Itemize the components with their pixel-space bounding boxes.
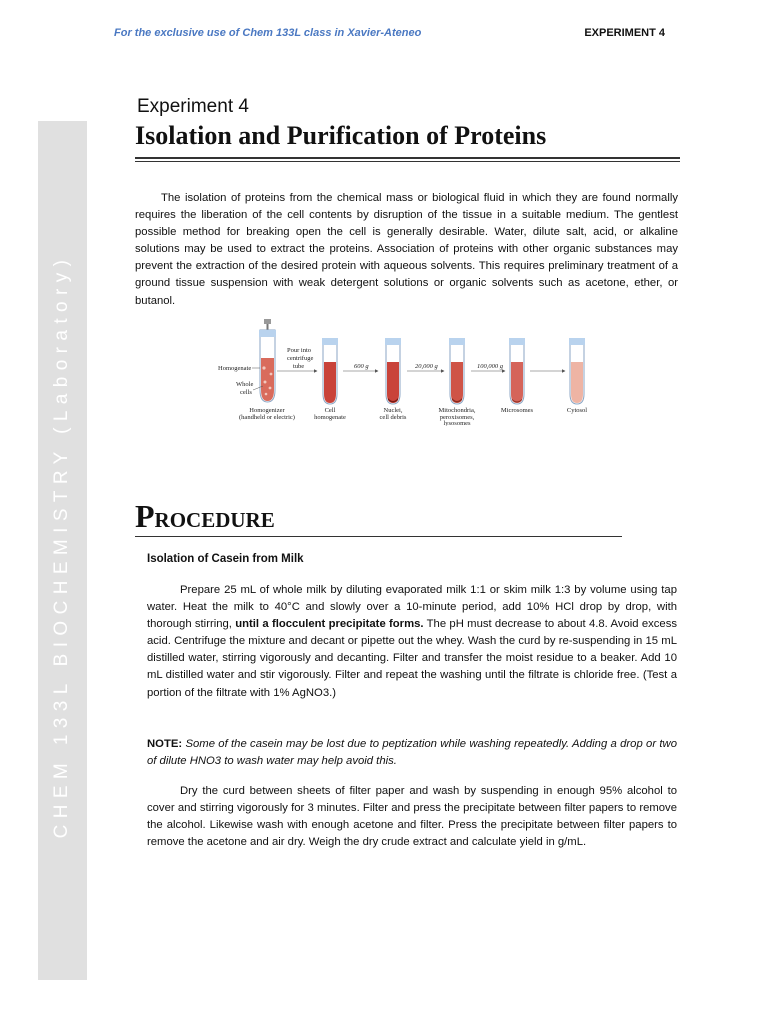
caption-microsomes: Microsomes xyxy=(500,407,534,414)
cell-homogenate-tube xyxy=(322,338,338,404)
label-homogenate: Homogenate xyxy=(218,365,252,372)
caption-homogenizer-2: (handheld or electric) xyxy=(239,414,295,421)
cytosol-tube xyxy=(569,338,585,404)
label-600g: 600 g xyxy=(354,363,369,370)
caption-mito-3: lysosomes xyxy=(443,420,471,426)
procedure-heading-rest: ROCEDURE xyxy=(154,508,275,532)
caption-nuclei-2: cell debris xyxy=(379,414,407,421)
label-pour-2: centrifuge xyxy=(287,355,314,362)
label-pour-1: Pour into xyxy=(287,347,312,354)
caption-mito-2: peroxisomes, xyxy=(439,414,475,421)
homogenizer-tube xyxy=(259,319,276,402)
centrifugation-figure xyxy=(214,318,594,426)
procedure-subheading: Isolation of Casein from Milk xyxy=(147,553,304,565)
page-title: Isolation and Purification of Proteins xyxy=(135,121,547,150)
experiment-number: Experiment 4 xyxy=(137,96,249,117)
procedure-p1-emphasis: until a flocculent precipitate forms. xyxy=(235,618,424,631)
label-whole-cells-2: cells xyxy=(240,389,252,396)
label-20000g: 20,000 g xyxy=(415,363,438,370)
intro-paragraph xyxy=(135,190,678,310)
procedure-p1-part-b: The pH must decrease to about 4.8. Avoid excess acid. Centrifuge the mixture and decant or pipette out the whey. Wash the curd by re-suspending in 15 mL distilled water, stirring vigorously and decanting. Filter and transfer the moist residue to a beaker. Add 10 mL distilled water and stir vigorously. Filter and repeat the washing until the filtrate is chloride free. (Test a portion of the filtrate with 1% AgNO3.) xyxy=(147,618,678,699)
procedure-rule xyxy=(135,536,622,537)
note-label: NOTE: xyxy=(147,738,183,750)
microsomes-tube xyxy=(509,338,525,404)
procedure-p2-text: Dry the curd between sheets of filter paper and wash by suspending in enough 95% alcohol to cover and stirring vigorously for 3 minutes. Filter and press the precipitate between filter papers to remove the alcohol. Likewise wash with enough acetone and filter. Press the precipitate between filter papers to remove the acetone and air dry. Weigh the dry crude extract and calculate yield in g/mL. xyxy=(147,785,677,849)
sidebar-course-title: CHEM 133L BIOCHEMISTRY (Laboratory) xyxy=(51,253,72,839)
nuclei-tube xyxy=(385,338,401,404)
label-whole-cells-1: Whole xyxy=(236,381,254,388)
header-course-note: For the exclusive use of Chem 133L class in Xavier-Ateneo xyxy=(114,27,422,39)
caption-cell-1: Cell xyxy=(324,407,336,414)
header-experiment-label: EXPERIMENT 4 xyxy=(584,27,665,39)
procedure-paragraph-1 xyxy=(147,582,677,702)
procedure-heading xyxy=(135,498,275,535)
caption-cell-2: homogenate xyxy=(314,414,346,421)
mitochondria-tube xyxy=(449,338,465,404)
procedure-note xyxy=(147,736,677,770)
procedure-heading-initial: P xyxy=(135,498,155,534)
caption-homogenizer-1: Homogenizer xyxy=(249,407,285,414)
title-rule-thin xyxy=(135,161,680,162)
note-text: Some of the casein may be lost due to peptization while washing repeatedly. Adding a drop or two of dilute HNO3 to wash water may help avoid this. xyxy=(147,738,677,768)
caption-nuclei-1: Nuclei, xyxy=(383,407,403,414)
label-pour-3: tube xyxy=(293,363,305,370)
title-rule-thick xyxy=(135,157,680,159)
label-100000g: 100,000 g xyxy=(477,363,503,370)
caption-cytosol: Cytosol xyxy=(566,407,588,414)
intro-text: The isolation of proteins from the chemical mass or biological fluid in which they are found normally requires the liberation of the cell contents by disruption of the tissue in a suitable medium. The gentlest possible method for breaking open the cell is generally desirable. Water, dilute salt, acid, or alkaline solutions may be used to extract the proteins. Association of proteins with other organic substances may prevent the extraction of the desired protein with aqueous solvents. This requires preliminary treatment of a ground tissue suspension with weak detergent solutions or organic solvents such as acetone, ether, or butanol. xyxy=(135,192,678,307)
caption-mito-1: Mitochondria, xyxy=(438,407,476,414)
procedure-paragraph-2 xyxy=(147,783,677,851)
procedure-p1-part-a: Prepare 25 mL of whole milk by diluting evaporated milk 1:1 or skim milk 1:3 by volume using tap water. Heat the milk to 40°C and slowly over a 10-minute period, add 10% HCl drop by drop, with thorough stirring, xyxy=(147,584,677,631)
